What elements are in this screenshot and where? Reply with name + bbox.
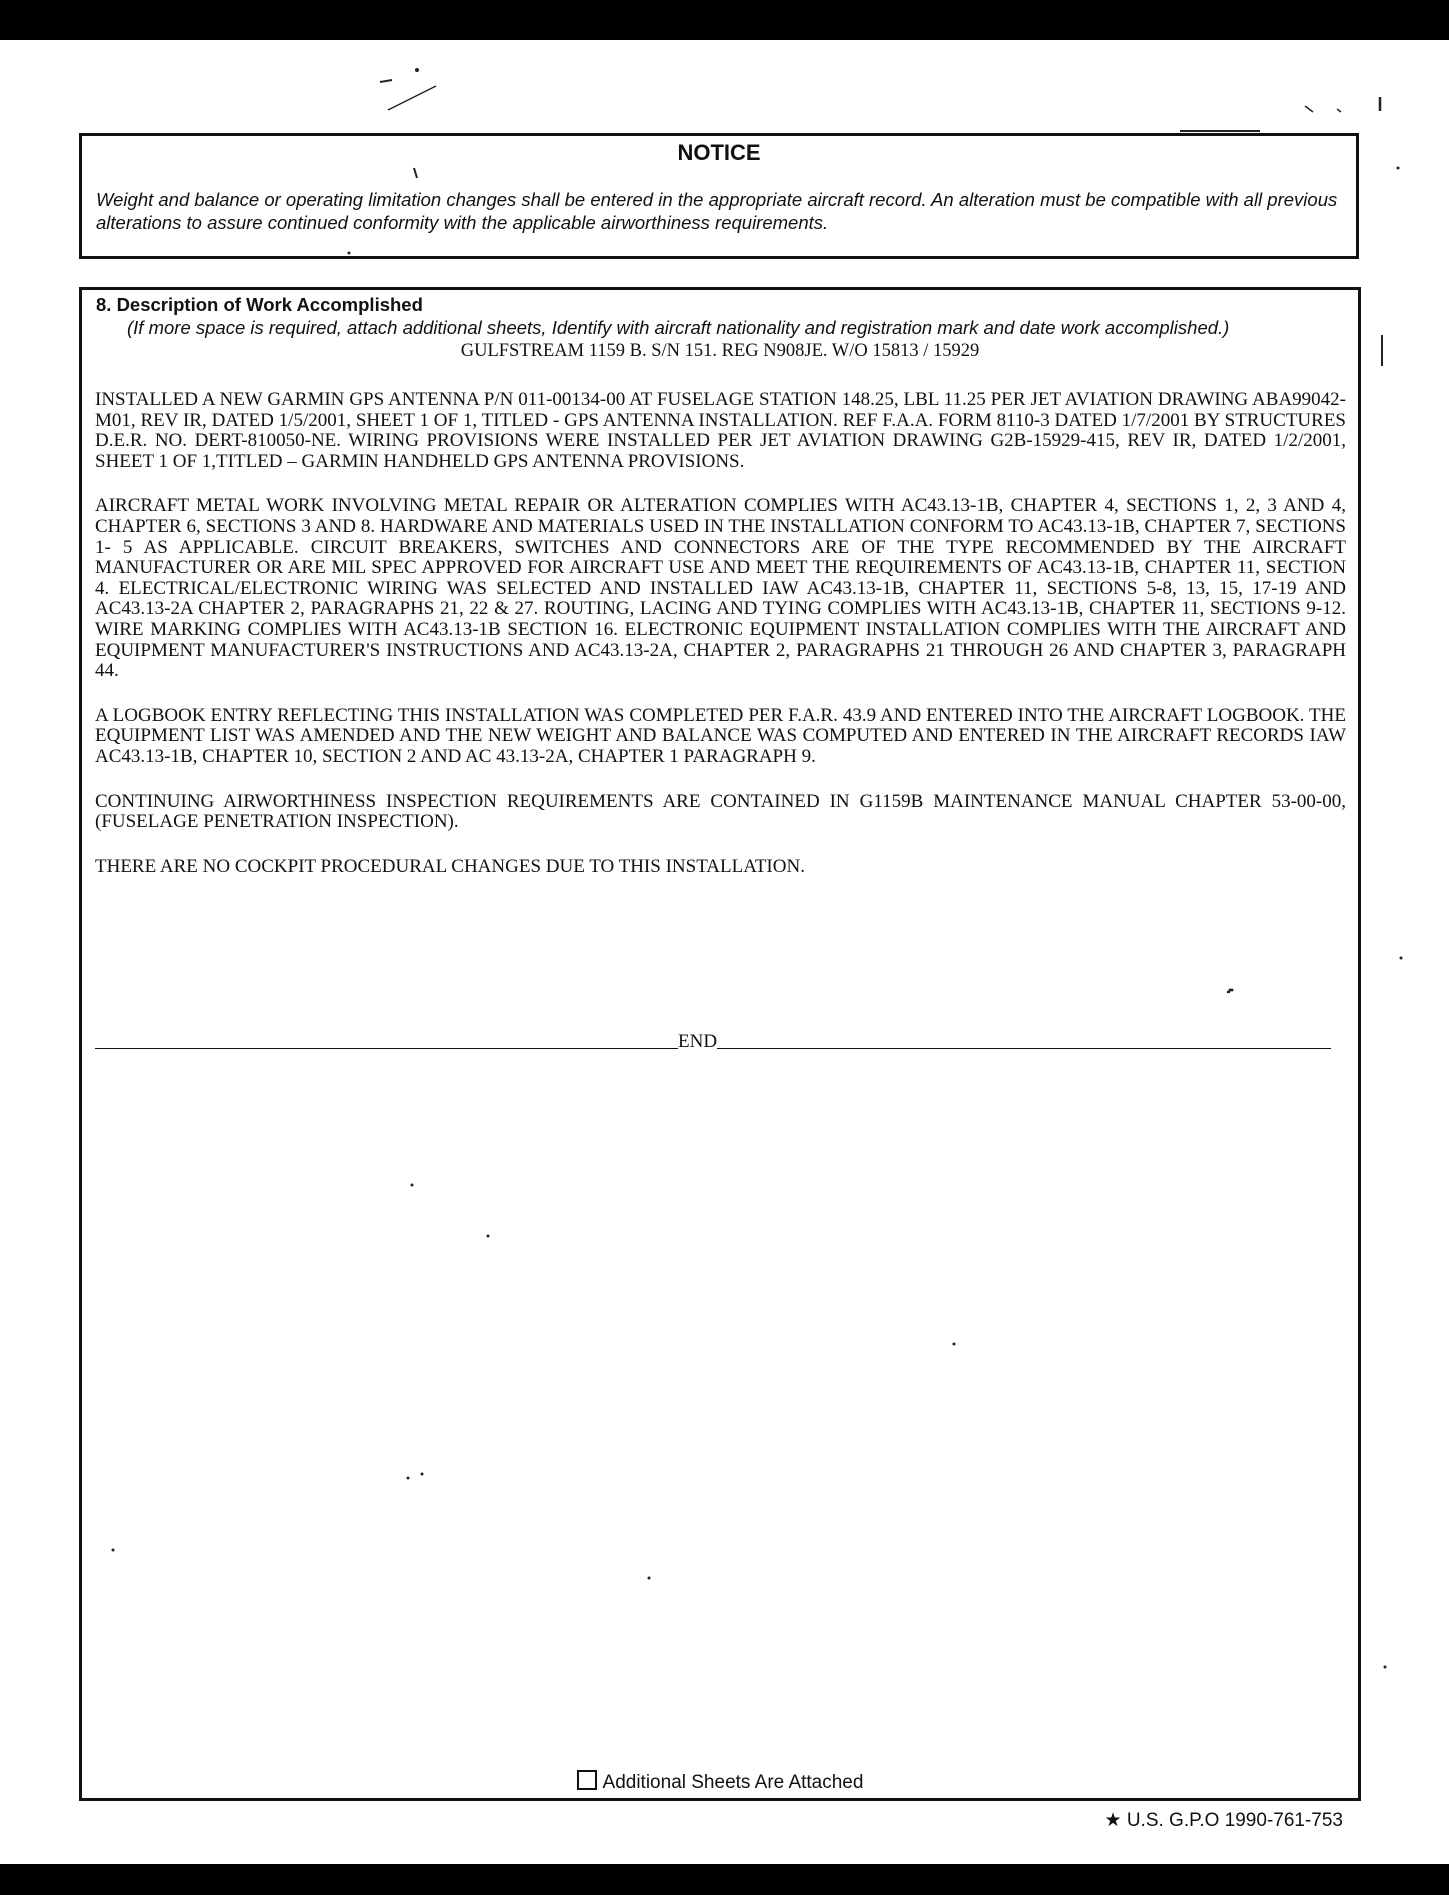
end-label: END <box>678 1031 718 1052</box>
scan-speck <box>415 68 419 72</box>
work-description-section <box>79 287 1361 1801</box>
scan-border-top <box>0 0 1449 40</box>
aircraft-reference: GULFSTREAM 1159 B. S/N 151. REG N908JE. W/O 15813 / 15929 <box>460 341 980 361</box>
paragraph-installation: INSTALLED A NEW GARMIN GPS ANTENNA P/N 011-00134-00 AT FUSELAGE STATION 148.25, LBL 11.25 PER JET AVIATION DRAWING ABA99042-M01, REV IR, DATED 1/5/2001, SHEET 1 OF 1, TITLED - GPS ANTENNA INSTALLATION. REF F.A.A. FORM 8110-3 DATED 1/7/2001 BY STRUCTURES D.E.R. NO. DERT-810050-NE. WIRING PROVISIONS WERE INSTALLED PER JET AVIATION DRAWING G2B-15929-415, REV IR, DATED 1/2/2001, SHEET 1 OF 1,TITLED – GARMIN HANDHELD GPS ANTENNA PROVISIONS. <box>95 389 1346 472</box>
section-instruction: (If more space is required, attach additional sheets, Identify with aircraft nationality and registration mark and date work accomplished.) <box>127 317 1230 338</box>
section-heading: 8. Description of Work Accomplished <box>96 294 423 315</box>
end-marker <box>95 1028 1331 1052</box>
scan-speck <box>1400 957 1403 960</box>
paragraph-logbook: A LOGBOOK ENTRY REFLECTING THIS INSTALLATION WAS COMPLETED PER F.A.R. 43.9 AND ENTERED INTO THE AIRCRAFT LOGBOOK. THE EQUIPMENT LIST WAS AMENDED AND THE NEW WEIGHT AND BALANCE WAS COMPUTED AND ENTERED IN THE AIRCRAFT RECORDS IAW AC43.13-1B, CHAPTER 10, SECTION 2 AND AC 43.13-2A, CHAPTER 1 PARAGRAPH 9. <box>95 704 1346 767</box>
scan-stroke <box>1305 106 1313 112</box>
scan-stroke <box>1337 109 1341 112</box>
scan-border-bottom <box>0 1864 1449 1895</box>
end-rule-left <box>95 1048 678 1049</box>
attachment-label: Additional Sheets Are Attached <box>602 1772 864 1793</box>
paragraph-compliance: AIRCRAFT METAL WORK INVOLVING METAL REPAIR OR ALTERATION COMPLIES WITH AC43.13-1B, CHAPTER 4, SECTIONS 1, 2, 3 AND 4, CHAPTER 6, SECTIONS 3 AND 8. HARDWARE AND MATERIALS USED IN THE INSTALLATION CONFORM TO AC43.13-1B, CHAPTER 7, SECTIONS 1- 5 AS APPLICABLE. CIRCUIT BREAKERS, SWITCHES AND CONNECTORS ARE OF THE TYPE RECOMMENDED BY THE AIRCRAFT MANUFACTURER OR ARE MIL SPEC APPROVED FOR AIRCRAFT USE AND MEET THE REQUIREMENTS OF AC43.13-1B, CHAPTER 11, SECTION 4. ELECTRICAL/ELECTRONIC WIRING WAS SELECTED AND INSTALLED IAW AC43.13-1B, CHAPTER 11, SECTIONS 5-8, 13, 15, 17-19 AND AC43.13-2A CHAPTER 2, PARAGRAPHS 21, 22 & 27. ROUTING, LACING AND TYING COMPLIES WITH AC43.13-1B, CHAPTER 11, SECTIONS 9-12. WIRE MARKING COMPLIES WITH AC43.13-1B SECTION 16. ELECTRONIC EQUIPMENT INSTALLATION COMPLIES WITH THE AIRCRAFT AND EQUIPMENT MANUFACTURER'S INSTRUCTIONS AND AC43.13-2A, CHAPTER 2, PARAGRAPHS 21 THROUGH 26 AND CHAPTER 3, PARAGRAPH 44. <box>95 495 1346 682</box>
notice-title: NOTICE <box>677 140 761 165</box>
end-rule-right <box>717 1048 1331 1049</box>
scan-speck <box>1397 167 1400 170</box>
notice-text: Weight and balance or operating limitation changes shall be entered in the appropriate aircraft record. An alteration must be compatible with all previous alterations to assure continued conformity with the applicable airworthiness requirements. <box>96 189 1338 233</box>
printer-mark: ★ U.S. G.P.O 1990-761-753 <box>1104 1810 1343 1831</box>
scan-stroke <box>388 86 436 110</box>
work-description-body <box>95 390 1346 901</box>
attachment-row <box>82 1770 1358 1794</box>
notice-box <box>79 133 1359 259</box>
paragraph-cockpit: THERE ARE NO COCKPIT PROCEDURAL CHANGES DUE TO THIS INSTALLATION. <box>95 855 805 877</box>
paragraph-inspection: CONTINUING AIRWORTHINESS INSPECTION REQUIREMENTS ARE CONTAINED IN G1159B MAINTENANCE MANUAL CHAPTER 53-00-00, (FUSELAGE PENETRATION INSPECTION). <box>95 790 1346 833</box>
scan-stroke <box>380 80 392 82</box>
scan-speck <box>1384 1666 1387 1669</box>
additional-sheets-checkbox[interactable] <box>577 1770 597 1790</box>
